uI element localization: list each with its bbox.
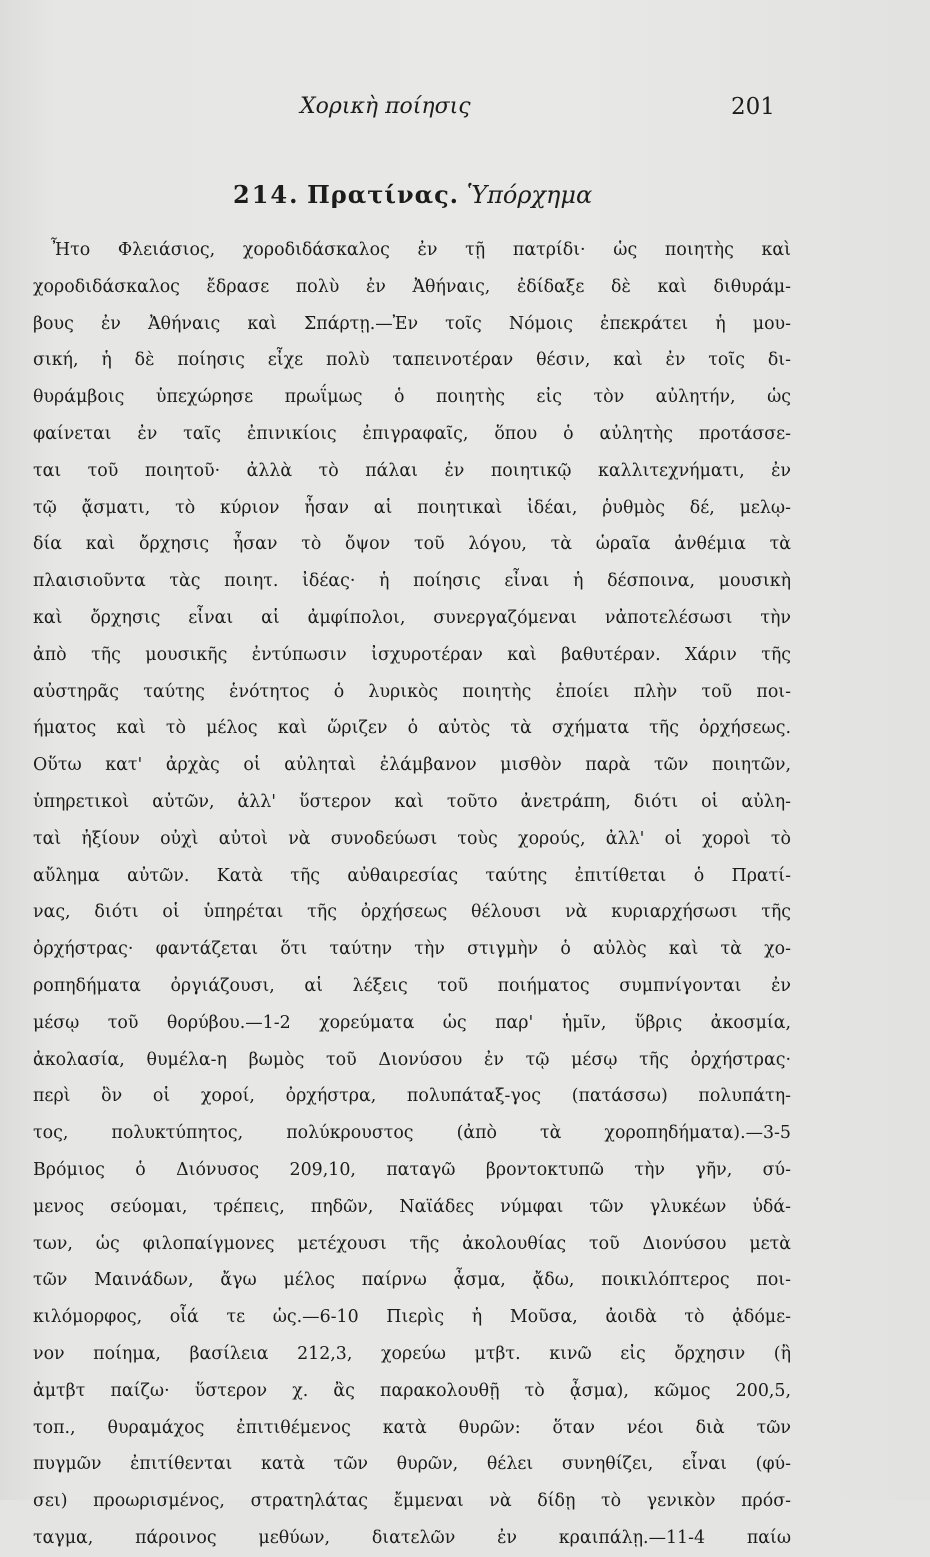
text-line: ταγμα, πάροινος μεθύων, διατελῶν ἐν κραιπάλῃ.—11-4 παίω	[33, 1527, 791, 1548]
text-line: χοροδιδάσκαλος ἔδρασε πολὺ ἐν Ἀθήναις, ἐδίδαξε δὲ καὶ διθυράμ-	[33, 276, 791, 297]
text-line: ήματος καὶ τὸ μέλος καὶ ὥριζεν ὁ αὐτὸς τὰ σχήματα τῆς ὀρχήσεως.	[33, 718, 791, 739]
text-line: δία καὶ ὄρχησις ἦσαν τὸ ὄψον τοῦ λόγου, τὰ ὡραῖα ἀνθέμια τὰ	[33, 534, 791, 555]
text-line: ὀρχήστρας· φαντάζεται ὅτι ταύτην τὴν στιγμὴν ὁ αὐλὸς καὶ τὰ χο-	[33, 939, 791, 960]
text-line: νας, διότι οἱ ὑπηρέται τῆς ὀρχήσεως θέλουσι νὰ κυριαρχήσωσι τῆς	[33, 902, 791, 923]
text-line: αὔλημα αὐτῶν. Κατὰ τῆς αὐθαιρεσίας ταύτης ἐπιτίθεται ὁ Πρατί-	[33, 865, 791, 886]
text-line: τος, πολυκτύπητος, πολύκρουστος (ἀπὸ τὰ χοροπηδήματα).—3-5	[33, 1123, 791, 1144]
text-line: περὶ ὃν οἱ χοροί, ὀρχήστρα, πολυπάταξ-γος (πατάσσω) πολυπάτη-	[33, 1086, 791, 1107]
text-line: νον ποίημα, βασίλεια 212,3, χορεύω μτβτ. κινῶ εἰς ὄρχησιν (ἢ	[33, 1343, 791, 1364]
text-line: πλαισιοῦντα τὰς ποιητ. ἰδέας· ἡ ποίησις εἶναι ἡ δέσποινα, μουσικὴ	[33, 571, 791, 592]
page-header	[0, 94, 930, 130]
section-heading	[233, 180, 592, 209]
text-line: ται τοῦ ποιητοῦ· ἀλλὰ τὸ πάλαι ἐν ποιητικῷ καλλιτεχνήματι, ἐν	[33, 460, 791, 481]
text-line: μέσῳ τοῦ θορύβου.—1-2 χορεύματα ὡς παρ' ἡμῖν, ὕβρις ἀκοσμία,	[33, 1012, 791, 1033]
text-line: θυράμβοις ὑπεχώρησε πρωΐμως ὁ ποιητὴς εἰς τὸν αὐλητήν, ὡς	[33, 387, 791, 408]
text-line: τῷ ᾄσματι, τὸ κύριον ἦσαν αἱ ποιητικαὶ ἰδέαι, ῥυθμὸς δέ, μελῳ-	[33, 497, 791, 518]
section-genre: Ὑπόρχημα	[466, 181, 593, 209]
text-line: βους ἐν Ἀθήναις καὶ Σπάρτῃ.—Ἐν τοῖς Νόμοις ἐπεκράτει ἡ μου-	[33, 313, 791, 334]
commentary-text	[33, 232, 791, 1557]
text-line: μενος σεύομαι, τρέπεις, πηδῶν, Ναϊάδες νύμφαι τῶν γλυκέων ὑδά-	[33, 1196, 791, 1217]
section-author: Πρατίνας.	[307, 180, 460, 209]
text-line: Βρόμιος ὁ Διόνυσος 209,10, παταγῶ βροντοκτυπῶ τὴν γῆν, σύ-	[33, 1159, 791, 1180]
section-number: 214.	[233, 180, 300, 209]
running-title: Χορικὴ ποίησις	[300, 94, 471, 119]
text-line: φαίνεται ἐν ταῖς ἐπινικίοις ἐπιγραφαῖς, ὅπου ὁ αὐλητὴς προτάσσε-	[33, 423, 791, 444]
text-line: τοπ., θυραμάχος ἐπιτιθέμενος κατὰ θυρῶν: ὅταν νέοι διὰ τῶν	[33, 1417, 791, 1438]
text-line: Οὕτω κατ' ἀρχὰς οἱ αὐληταὶ ἐλάμβανον μισθὸν παρὰ τῶν ποιητῶν,	[33, 755, 791, 776]
text-line: ἀμτβτ παίζω· ὕστερον χ. ἂς παρακολουθῇ τὸ ᾆσμα), κῶμος 200,5,	[33, 1380, 791, 1401]
text-line: αὐστηρᾶς ταύτης ἑνότητος ὁ λυρικὸς ποιητὴς ἐποίει πλὴν τοῦ ποι-	[33, 681, 791, 702]
text-line: Ἦτο Φλειάσιος, χοροδιδάσκαλος ἐν τῇ πατρίδι· ὡς ποιητὴς καὶ	[51, 240, 791, 260]
text-line: κιλόμορφος, οἷά τε ὡς.—6-10 Πιερὶς ἡ Μοῦσα, ἀοιδὰ τὸ ᾀδόμε-	[33, 1307, 791, 1328]
text-line: σει) προωρισμένος, στρατηλάτας ἔμμεναι νὰ δίδῃ τὸ γενικὸν πρόσ-	[33, 1491, 791, 1512]
text-line: σική, ἡ δὲ ποίησις εἶχε πολὺ ταπεινοτέραν θέσιν, καὶ ἐν τοῖς δι-	[33, 350, 791, 371]
text-line: πυγμῶν ἐπιτίθενται κατὰ τῶν θυρῶν, θέλει συνηθίζει, εἶναι (φύ-	[33, 1454, 791, 1475]
text-line: ἀκολασία, θυμέλα-η βωμὸς τοῦ Διονύσου ἐν τῷ μέσῳ τῆς ὀρχήστρας·	[33, 1049, 791, 1070]
text-line: ροπηδήματα ὀργιάζουσι, αἱ λέξεις τοῦ ποιήματος συμπνίγονται ἐν	[33, 975, 791, 996]
text-line: ὑπηρετικοὶ αὐτῶν, ἀλλ' ὕστερον καὶ τοῦτο ἀνετράπη, διότι οἱ αὐλη-	[33, 791, 791, 812]
text-line: καὶ ὄρχησις εἶναι αἱ ἀμφίπολοι, συνεργαζόμεναι νἀποτελέσωσι τὴν	[33, 607, 791, 628]
text-line: ἀπὸ τῆς μουσικῆς ἐντύπωσιν ἰσχυροτέραν καὶ βαθυτέραν. Χάριν τῆς	[33, 644, 791, 665]
page-number: 201	[731, 94, 775, 120]
text-line: των, ὡς φιλοπαίγμονες μετέχουσι τῆς ἀκολουθίας τοῦ Διονύσου μετὰ	[33, 1233, 791, 1254]
text-line: τῶν Μαινάδων, ἄγω μέλος παίρνω ᾆσμα, ᾄδω, ποικιλόπτερος ποι-	[33, 1270, 791, 1291]
text-line: ταὶ ἠξίουν οὐχὶ αὐτοὶ νὰ συνοδεύωσι τοὺς χορούς, ἀλλ' οἱ χοροὶ τὸ	[33, 828, 791, 849]
